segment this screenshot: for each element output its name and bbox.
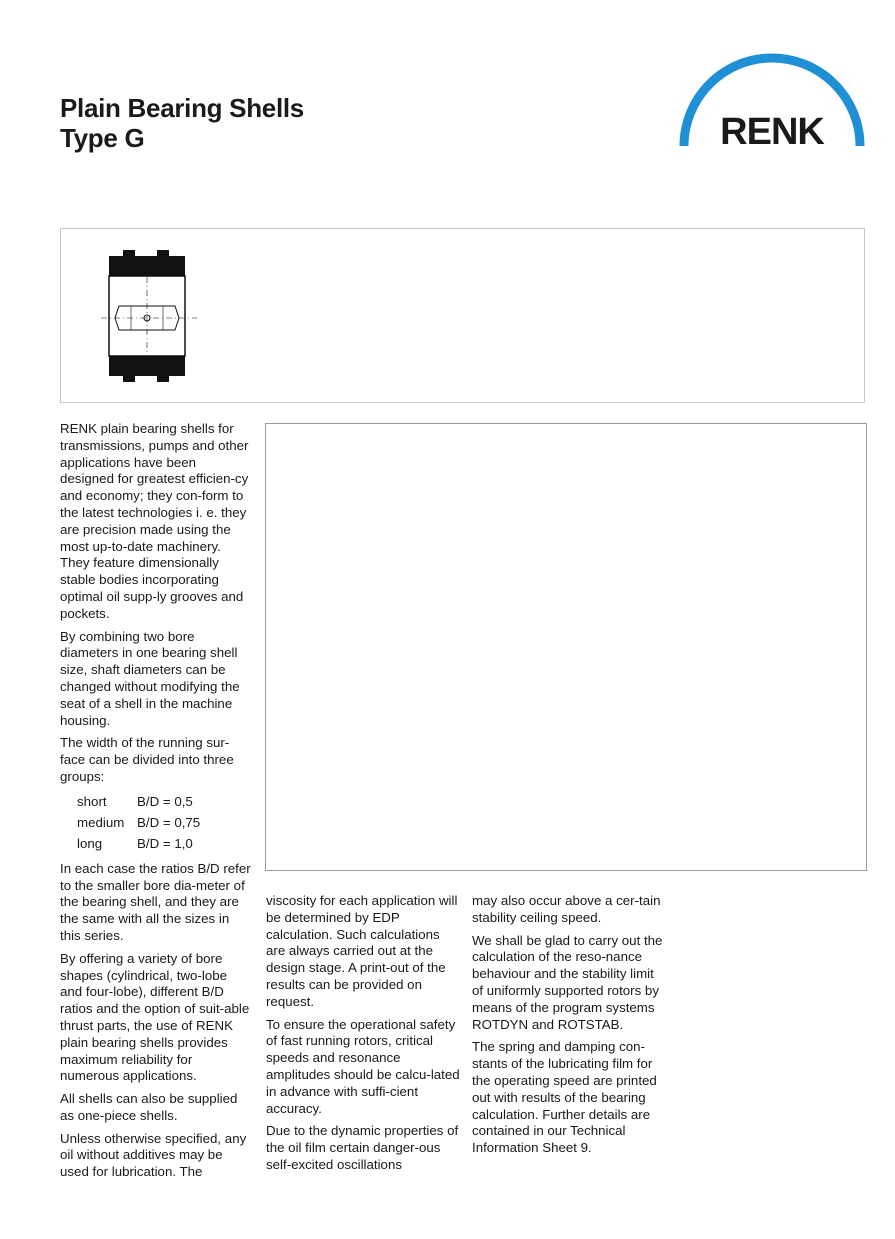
group-ratio: B/D = 0,5: [137, 793, 193, 809]
group-ratio: B/D = 1,0: [137, 835, 193, 851]
paragraph: may also occur above a cer-tain stability ceiling speed.: [472, 893, 661, 925]
group-name: medium: [77, 814, 125, 830]
bd-ratio-table: [77, 792, 200, 855]
image-placeholder-frame: [265, 423, 867, 871]
text-column-1: [60, 421, 252, 1187]
page-title: [60, 93, 304, 153]
bearing-shell-cross-section-icon: [101, 244, 201, 384]
text-column-2: [266, 893, 460, 1180]
table-row: [77, 792, 200, 813]
page-title-line2: Type G: [60, 123, 145, 153]
paragraph: The spring and damping con-stants of the lubricating film for the operating speed are printed out with results of the bearing calculation. Further details are contained in our Technical Information Sheet 9.: [472, 1039, 657, 1156]
renk-logo: [676, 40, 868, 152]
table-row: [77, 813, 200, 834]
page-title-line1: Plain Bearing Shells: [60, 93, 304, 123]
paragraph: We shall be glad to carry out the calculation of the reso-nance behaviour and the stability limit of uniformly supported rotors by means of the program systems ROTDYN and ROTSTAB.: [472, 932, 663, 1032]
paragraph: By offering a variety of bore shapes (cylindrical, two-lobe and four-lobe), different B/D ratios and the option of suit-able thrust parts, the use of RENK plain bearing shells provides maximum reliability for numerous applications.: [60, 950, 250, 1084]
logo-text: RENK: [720, 111, 824, 152]
group-ratio: B/D = 0,75: [137, 814, 201, 830]
paragraph: To ensure the operational safety of fast running rotors, critical speeds and resonance amplitudes should be calcu-lated in advance with suffi-cient accuracy.: [266, 1016, 460, 1116]
group-name: long: [77, 835, 103, 851]
paragraph: In each case the ratios B/D refer to the smaller bore dia-meter of the bearing shell, and they are the same with all the sizes in this series.: [60, 860, 251, 943]
paragraph: By combining two bore diameters in one bearing shell size, shaft diameters can be changed without modifying the seat of a shell in the machine housing.: [60, 628, 240, 728]
figure-frame: [60, 228, 865, 403]
paragraph: RENK plain bearing shells for transmissions, pumps and other applications have been designed for greatest efficien-cy and economy; they con-form to the latest technologies i. e. they are precision made using the most up-to-date machinery. They feature dimensionally stable bodies incorporating optimal oil supp-ly grooves and pockets.: [60, 421, 249, 621]
paragraph: viscosity for each application will be determined by EDP calculation. Such calculations are always carried out at the design stage. A print-out of the results can be provided on request.: [266, 893, 458, 1009]
paragraph: Unless otherwise specified, any oil without additives may be used for lubrication. The: [60, 1130, 247, 1180]
text-column-3: [472, 893, 666, 1163]
group-name: short: [77, 793, 107, 809]
paragraph: All shells can also be supplied as one-piece shells.: [60, 1091, 238, 1123]
paragraph: The width of the running sur-face can be divided into three groups:: [60, 735, 234, 784]
paragraph: Due to the dynamic properties of the oil film certain danger-ous self-excited oscillations: [266, 1123, 459, 1172]
table-row: [77, 834, 200, 855]
